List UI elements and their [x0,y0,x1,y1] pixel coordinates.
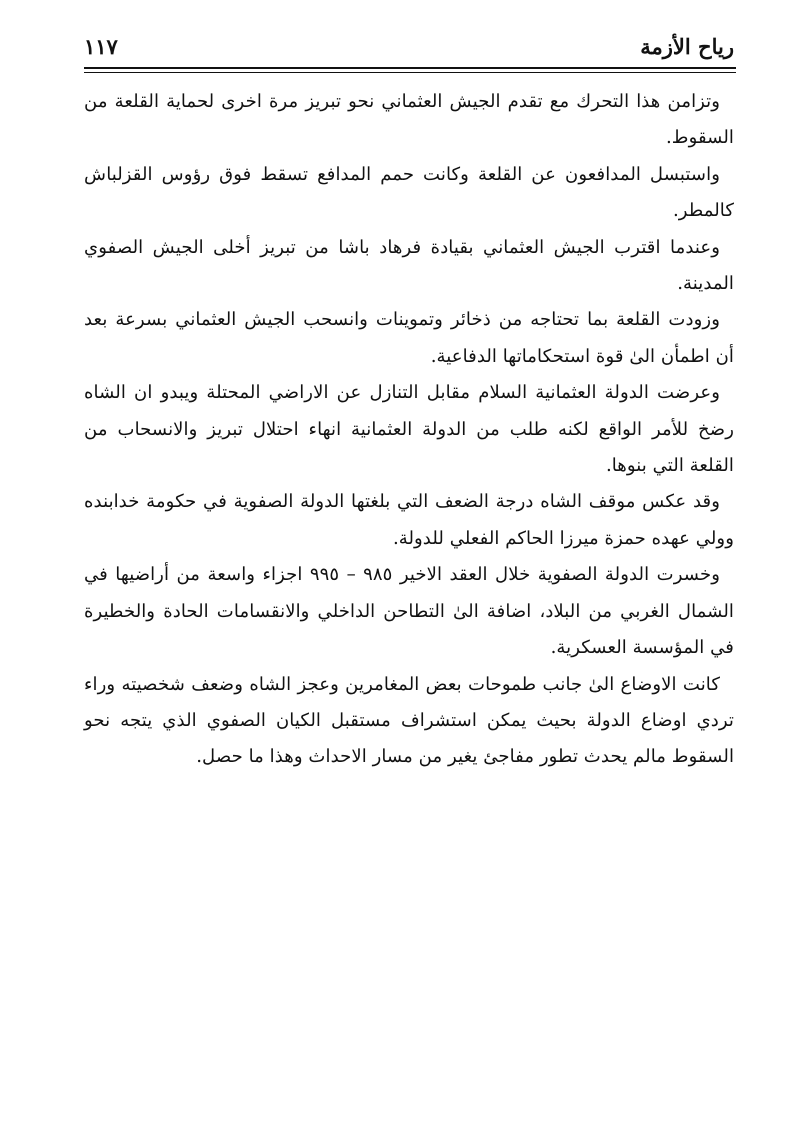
paragraph: كانت الاوضاع الىٰ جانب طموحات بعض المغامرين وعجز الشاه وضعف شخصيته وراء تردي اوضاع الدولة بحيث يمكن استشراف مستقبل الكيان الصفوي الذي يتجه نحو السقوط مالم يحدث تطور مفاجئ يغير من مسار الاحداث وهذا ما حصل. [84,673,734,768]
paragraph: وقد عكس موقف الشاه درجة الضعف التي بلغتها الدولة الصفوية في حكومة خدابنده وولي عهده حمزة ميرزا الحاكم الفعلي للدولة. [84,491,734,549]
paragraph: وعندما اقترب الجيش العثماني بقيادة فرهاد باشا من تبريز أخلى الجيش الصفوي المدينة. [84,236,734,295]
paragraph: وخسرت الدولة الصفوية خلال العقد الاخير ٩٨٥ – ٩٩٥ اجزاء واسعة من أراضيها في الشمال الغربي من البلاد، اضافة الىٰ التطاحن الداخلي والانقسامات الحادة والخطيرة في المؤسسة العسكرية. [84,564,734,659]
paragraph: واستبسل المدافعون عن القلعة وكانت حمم المدافع تسقط فوق رؤوس القزلباش كالمطر. [84,163,734,222]
paragraph: وتزامن هذا التحرك مع تقدم الجيش العثماني نحو تبريز مرة اخرى لحماية القلعة من السقوط. [84,91,734,149]
body-text [84,84,734,776]
page-number: ١١٧ [84,34,118,59]
paragraph: وزودت القلعة بما تحتاجه من ذخائر وتموينات وانسحب الجيش العثماني بسرعة بعد أن اطمأن الىٰ قوة استحكاماتها الدفاعية. [84,309,734,367]
running-title: رياح الأزمة [640,34,734,59]
paragraph: وعرضت الدولة العثمانية السلام مقابل التنازل عن الاراضي المحتلة ويبدو ان الشاه رضخ للأمر الواقع لكنه طلب من الدولة العثمانية انهاء احتلال تبريز والانسحاب من القلعة التي بنوها. [84,382,734,477]
header-rule-thick [84,67,736,69]
running-header [84,30,734,64]
header-rule-thin [84,72,736,73]
